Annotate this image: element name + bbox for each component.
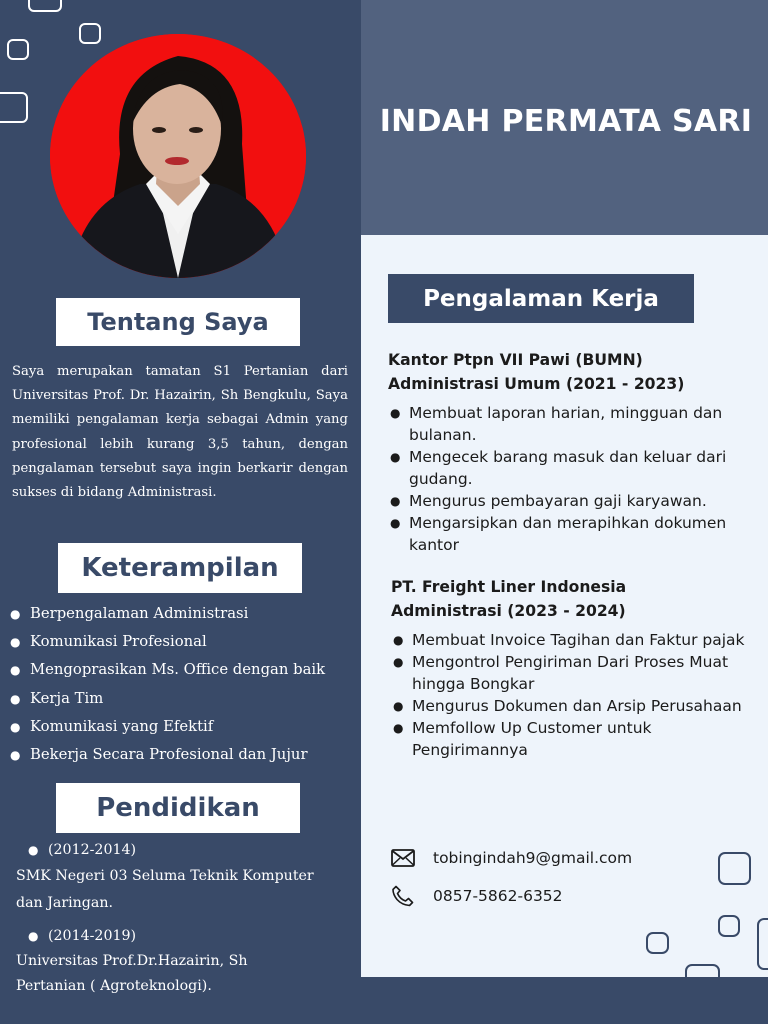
list-item: ● Mengontrol Pengiriman Dari Proses Muat hingga Bongkar bbox=[393, 653, 729, 693]
person-name: INDAH PERMATA SARI bbox=[379, 104, 753, 139]
phone-text: 0857-5862-6352 bbox=[433, 887, 563, 905]
list-item: ● Bekerja Secara Profesional dan Jujur bbox=[10, 745, 308, 763]
experience-heading: Pengalaman Kerja bbox=[388, 274, 694, 323]
list-item: ● Mengurus pembayaran gaji karyawan. bbox=[390, 492, 707, 510]
list-item: ● Komunikasi Profesional bbox=[10, 633, 207, 651]
envelope-icon bbox=[391, 849, 415, 867]
profile-photo bbox=[50, 34, 306, 278]
job-entry bbox=[391, 575, 761, 761]
job-task-list bbox=[391, 629, 761, 761]
education-heading: Pendidikan bbox=[56, 783, 300, 833]
job-role: Administrasi Umum (2021 - 2023) bbox=[388, 375, 685, 393]
decorative-square bbox=[79, 23, 101, 44]
list-item: ● Mengarsipkan dan merapihkan dokumen kantor bbox=[390, 514, 727, 554]
education-year: ● (2012-2014) bbox=[28, 842, 137, 858]
name-header bbox=[361, 0, 768, 235]
email-text: tobingindah9@gmail.com bbox=[433, 849, 633, 867]
decorative-square bbox=[685, 964, 720, 977]
about-heading: Tentang Saya bbox=[56, 298, 300, 346]
decorative-square bbox=[0, 92, 28, 123]
about-text: Saya merupakan tamatan S1 Pertanian dari Universitas Prof. Dr. Hazairin, Sh Bengkulu, Saya memiliki pengalaman kerja sebagai Admin yang profesional lebih kurang 3,5 tahun, dengan pengalaman tersebut saya ingin berkarir dengan sukses di bidang Administrasi. bbox=[12, 364, 348, 501]
list-item: ● Mengecek barang masuk dan keluar dari gudang. bbox=[390, 448, 727, 488]
main-content bbox=[361, 235, 768, 977]
job-company: Kantor Ptpn VII Pawi (BUMN) bbox=[388, 351, 643, 369]
list-item: ● Berpengalaman Administrasi bbox=[10, 605, 249, 622]
contact-email[interactable] bbox=[391, 849, 632, 867]
job-company: PT. Freight Liner Indonesia bbox=[391, 578, 627, 596]
list-item: ● Mengurus Dokumen dan Arsip Perusahaan bbox=[393, 697, 742, 715]
contact-phone[interactable] bbox=[391, 885, 563, 907]
list-item: ● Membuat laporan harian, mingguan dan bulanan. bbox=[390, 404, 723, 444]
footer-band bbox=[361, 977, 768, 1024]
education-major: Pertanian ( Agroteknologi). bbox=[16, 978, 212, 994]
job-role: Administrasi (2023 - 2024) bbox=[391, 602, 626, 620]
education-school: SMK Negeri 03 Seluma Teknik Komputer bbox=[16, 868, 314, 884]
decorative-square bbox=[718, 915, 740, 937]
education-entry bbox=[16, 837, 314, 917]
job-task-list bbox=[388, 402, 758, 556]
sidebar bbox=[0, 0, 361, 1024]
decorative-square bbox=[757, 918, 768, 970]
education-entry bbox=[16, 923, 247, 999]
decorative-square bbox=[28, 0, 62, 12]
list-item: ● Kerja Tim bbox=[10, 689, 104, 707]
skills-heading: Keterampilan bbox=[58, 543, 302, 593]
list-item: ● Memfollow Up Customer untuk Pengirimannya bbox=[393, 719, 652, 759]
job-entry bbox=[388, 348, 758, 556]
decorative-square bbox=[646, 932, 669, 954]
education-school: Universitas Prof.Dr.Hazairin, Sh bbox=[16, 953, 248, 969]
list-item: ● Membuat Invoice Tagihan dan Faktur pajak bbox=[393, 631, 745, 649]
phone-icon bbox=[391, 885, 415, 907]
decorative-square bbox=[7, 39, 29, 60]
education-major: dan Jaringan. bbox=[16, 895, 113, 911]
list-item: ● Komunikasi yang Efektif bbox=[10, 717, 214, 735]
decorative-square bbox=[718, 852, 751, 885]
skills-list bbox=[10, 600, 355, 769]
list-item: ● Mengoprasikan Ms. Office dengan baik bbox=[10, 661, 326, 679]
education-year: ● (2014-2019) bbox=[28, 928, 137, 944]
